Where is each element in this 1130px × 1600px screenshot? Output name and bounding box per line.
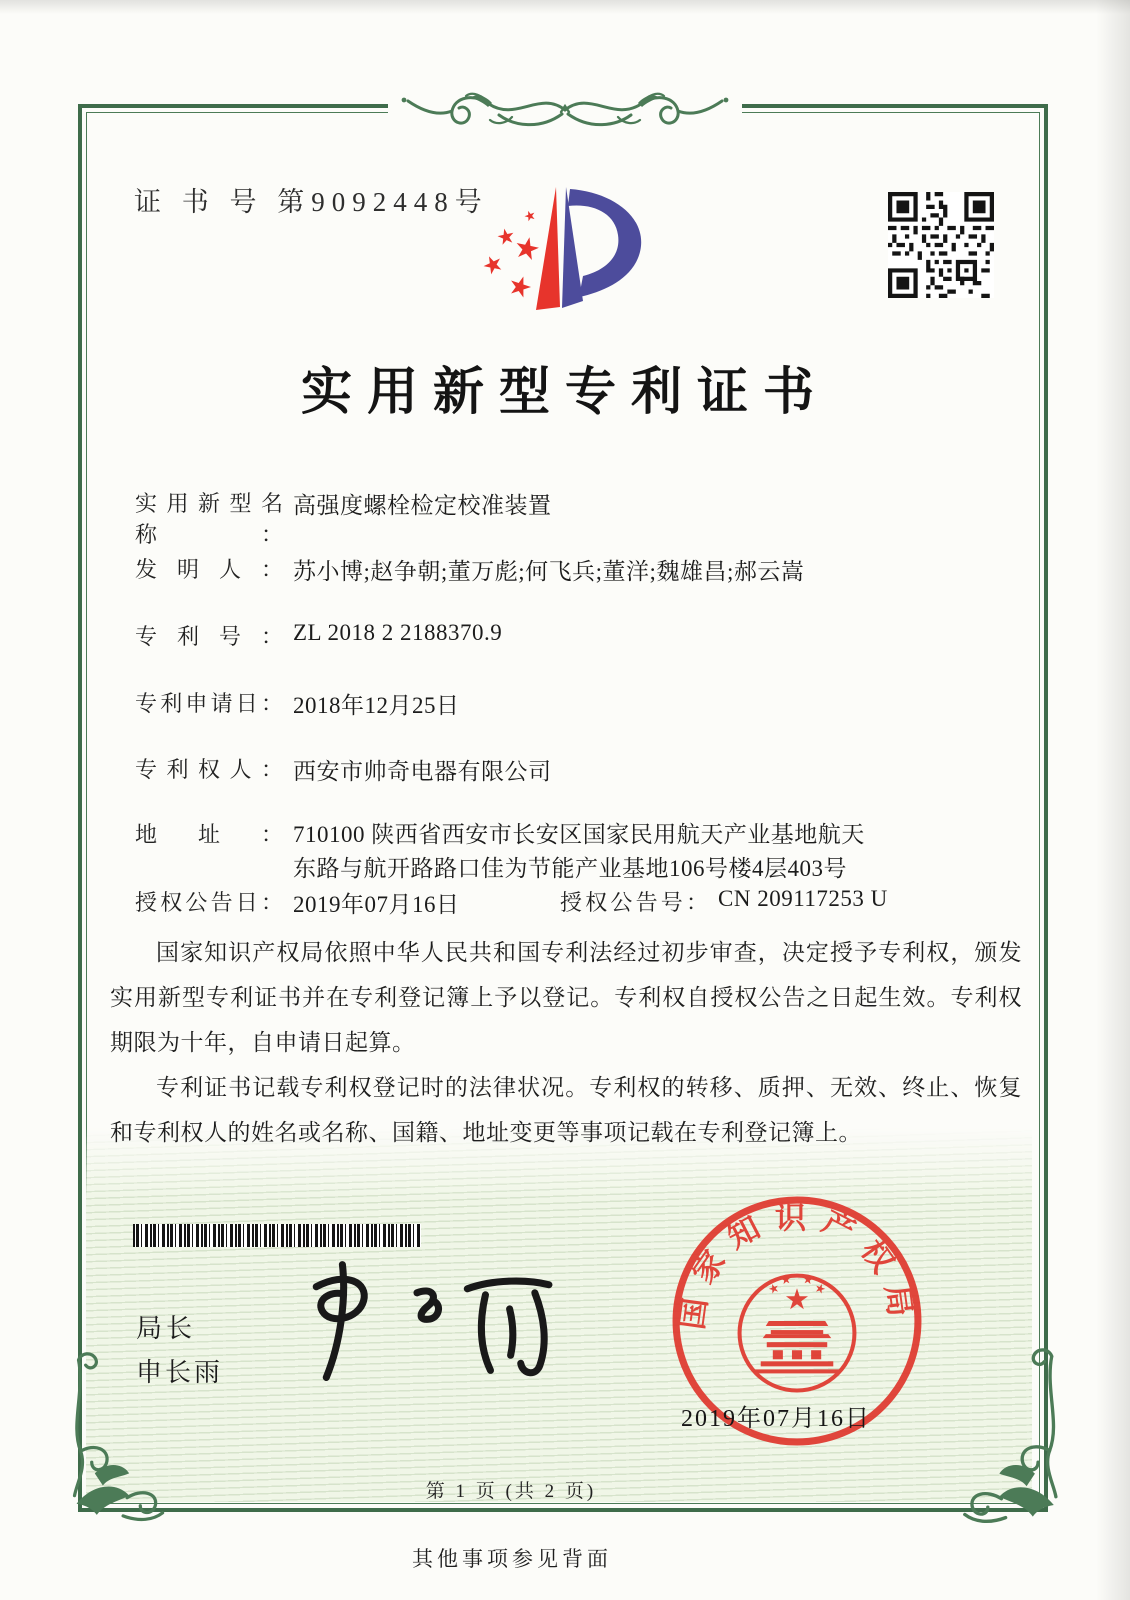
field-value: 710100 陕西省西安市长安区国家民用航天产业基地航天东路与航开路路口佳为节能产业基地106号楼4层403号 [293,822,865,881]
body-paragraph-2: 专利证书记载专利权登记时的法律状况。专利权的转移、质押、无效、终止、恢复和专利权人的姓名或名称、国籍、地址变更等事项记载在专利登记簿上。 [110,1075,1022,1145]
commissioner-name: 申长雨 [136,1357,224,1387]
barcode [133,1224,421,1247]
field-row-name [135,487,1035,549]
seal-agency-text: 国家知识产权局 [674,1200,920,1332]
scan-shadow-top [0,0,1130,14]
patent-office-logo-icon [470,176,660,318]
field-pair-grant-number [560,886,888,917]
qr-code [888,192,994,298]
signature-icon [288,1252,560,1384]
page-number: 第 1 页 (共 2 页) [425,1481,597,1502]
commissioner-title: 局长 [136,1313,197,1343]
field-value: 苏小博;赵争朝;董万彪;何飞兵;董洋;魏雄昌;郝云嵩 [293,559,805,584]
dragon-scroll-ornament-icon [388,70,742,142]
field-row-inventors [135,553,1035,586]
field-label: 地址： [135,822,283,847]
svg-text:国家知识产权局 [674,1200,919,1331]
field-value: 西安市帅奇电器有限公司 [293,759,552,784]
legal-text [110,930,1022,1155]
scan-shadow-right [1096,0,1130,1600]
field-value: CN 209117253 U [718,886,888,911]
seal-date: 2019年07月16日 [681,1406,871,1432]
back-note: 其他事项参见背面 [412,1547,612,1571]
page-title: 实用新型专利证书 [300,365,829,421]
body-paragraph-1: 国家知识产权局依照中华人民共和国专利法经过初步审查，决定授予专利权，颁发实用新型专利证书并在专利登记簿上予以登记。专利权自授权公告之日起生效。专利权期限为十年，自申请日起算。 [110,940,1022,1055]
certificate-number: 证 书 号 第9092448号 [134,187,489,217]
field-row-filing-date [135,687,1035,720]
field-row-address [135,818,1035,886]
field-label: 专利号： [135,624,283,649]
field-row-patentee [135,753,1035,786]
field-value: 2018年12月25日 [293,693,460,718]
field-label: 专利申请日： [135,691,283,716]
field-label: 发明人： [135,557,283,582]
field-value: 高强度螺栓检定校准装置 [293,493,552,518]
field-value: 2019年07月16日 [293,892,460,917]
field-row-grant [135,886,1035,919]
field-value: ZL 2018 2 2188370.9 [293,620,503,645]
field-label: 授权公告号： [560,890,708,915]
field-label: 专利权人： [135,757,283,782]
field-row-patent-number [135,620,1035,651]
field-label: 实用新型名称： [135,491,283,547]
field-label: 授权公告日： [135,890,283,915]
